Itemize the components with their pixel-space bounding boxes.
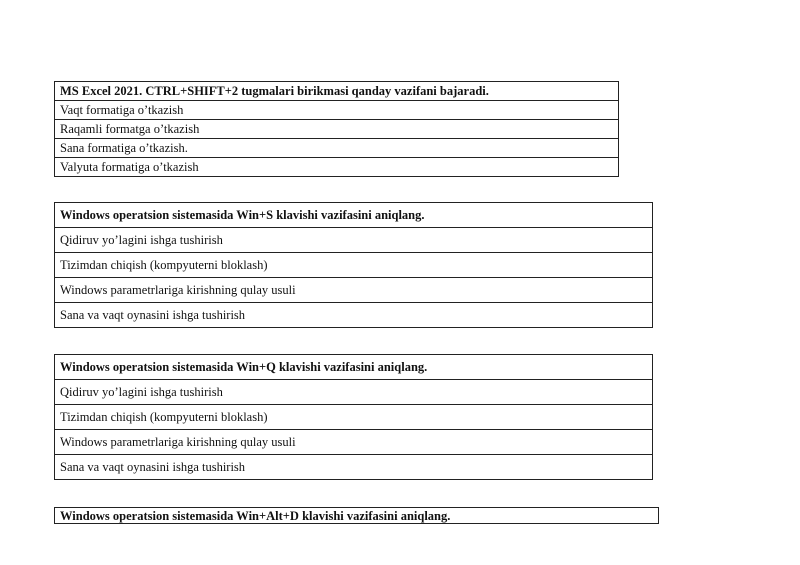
answer-option: Sana formatiga o’tkazish. — [55, 139, 619, 158]
answer-option: Qidiruv yo’lagini ishga tushirish — [55, 228, 653, 253]
question-prompt: MS Excel 2021. CTRL+SHIFT+2 tugmalari birikmasi qanday vazifani bajaradi. — [55, 82, 619, 101]
answer-option: Windows parametrlariga kirishning qulay usuli — [55, 430, 653, 455]
answer-option: Windows parametrlariga kirishning qulay usuli — [55, 278, 653, 303]
question-prompt: Windows operatsion sistemasida Win+S klavishi vazifasini aniqlang. — [55, 203, 653, 228]
question-prompt: Windows operatsion sistemasida Win+Q klavishi vazifasini aniqlang. — [55, 355, 653, 380]
answer-option: Valyuta formatiga o’tkazish — [55, 158, 619, 177]
answer-option: Tizimdan chiqish (kompyuterni bloklash) — [55, 405, 653, 430]
question-table-2 — [54, 202, 653, 328]
question-table-1 — [54, 81, 619, 177]
question-table-3 — [54, 354, 653, 480]
answer-option: Tizimdan chiqish (kompyuterni bloklash) — [55, 253, 653, 278]
answer-option: Qidiruv yo’lagini ishga tushirish — [55, 380, 653, 405]
answer-option: Vaqt formatiga o’tkazish — [55, 101, 619, 120]
answer-option: Sana va vaqt oynasini ishga tushirish — [55, 455, 653, 480]
question-prompt: Windows operatsion sistemasida Win+Alt+D klavishi vazifasini aniqlang. — [55, 508, 659, 524]
answer-option: Sana va vaqt oynasini ishga tushirish — [55, 303, 653, 328]
question-table-4 — [54, 507, 659, 524]
answer-option: Raqamli formatga o’tkazish — [55, 120, 619, 139]
